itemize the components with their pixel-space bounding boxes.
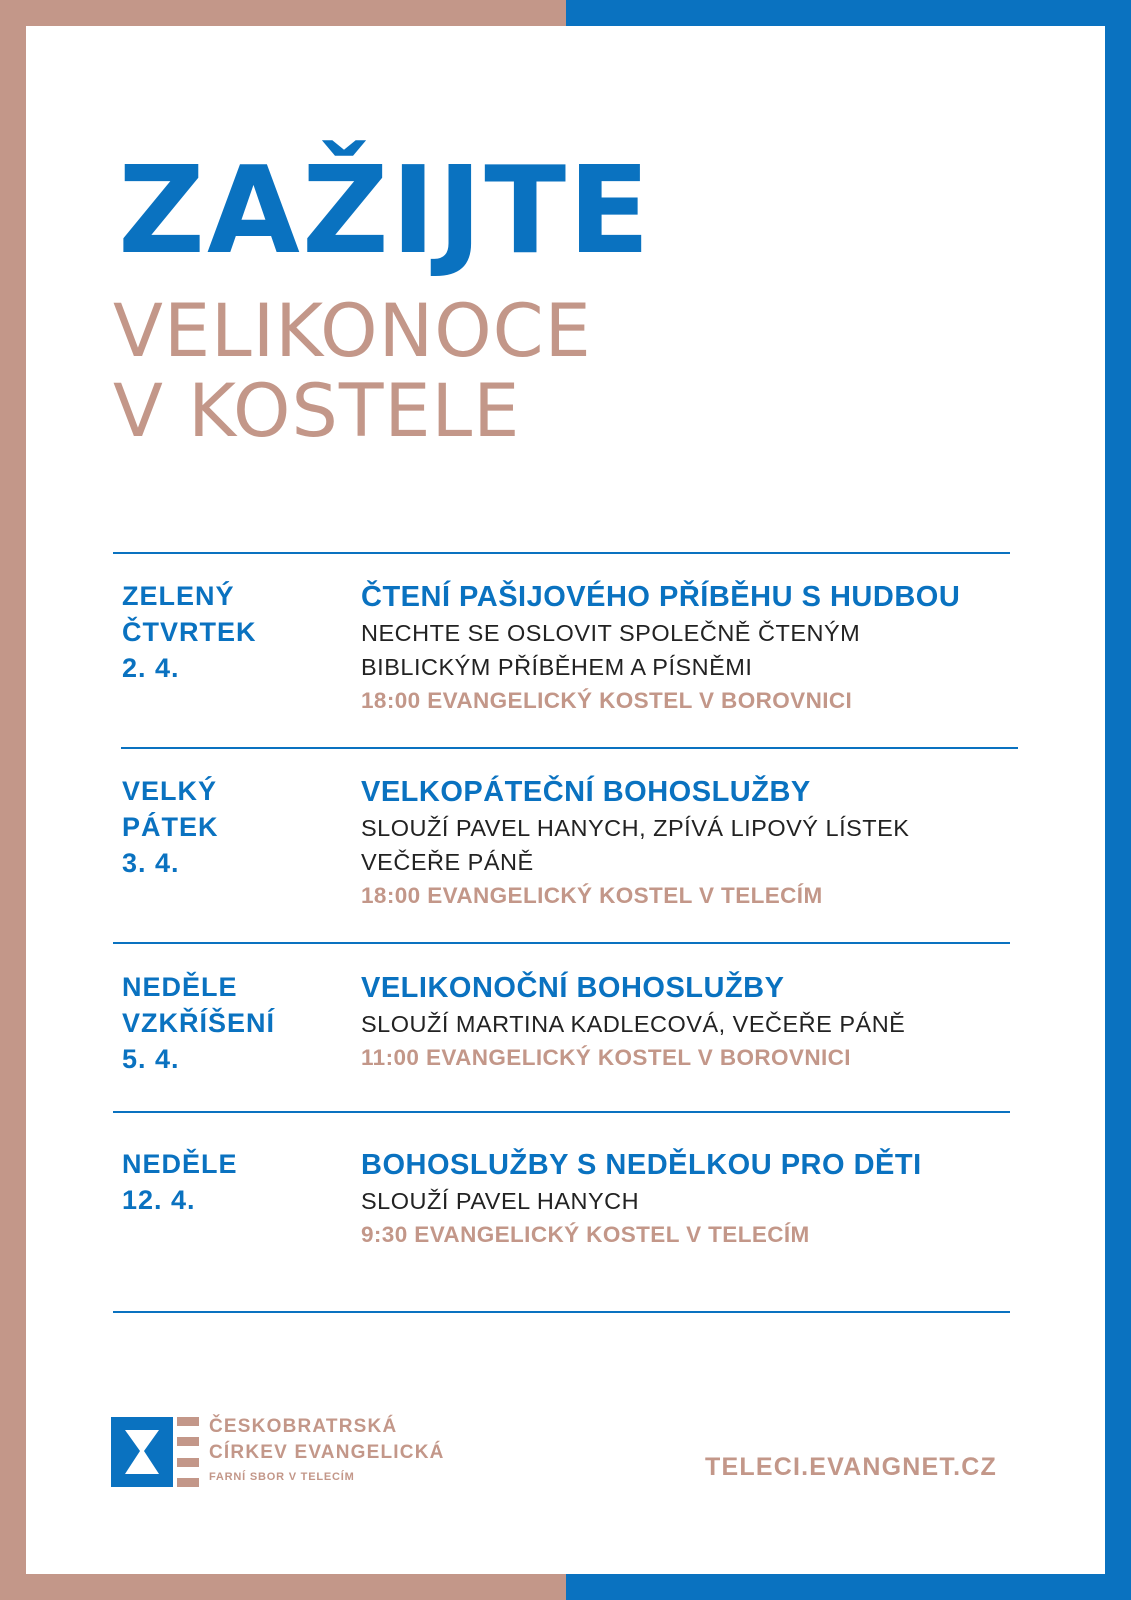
event-day [122, 773, 219, 881]
event-day-line: ZELENÝ [122, 581, 235, 611]
event-description-line: SLOUŽÍ PAVEL HANYCH [361, 1188, 640, 1214]
event-day-line: PÁTEK [122, 812, 219, 842]
event-date: 3. 4. [122, 848, 180, 878]
event-time-place: 11:00 EVANGELICKÝ KOSTEL V BOROVNICI [361, 1045, 851, 1070]
poster-subtitle [113, 289, 592, 454]
event-description-line: SLOUŽÍ MARTINA KADLECOVÁ, VEČEŘE PÁNĚ [361, 1011, 906, 1037]
event-day [122, 578, 257, 686]
divider [113, 1311, 1010, 1313]
event-day-line: VELKÝ [122, 776, 218, 806]
event-description-line: BIBLICKÝM PŘÍBĚHEM A PÍSNĚMI [361, 654, 753, 680]
event-time-place: 18:00 EVANGELICKÝ KOSTEL V TELECÍM [361, 883, 823, 908]
subtitle-line-1: VELIKONOCE [113, 289, 592, 374]
poster-title: ZAŽIJTE [118, 142, 653, 281]
event-description-line: NECHTE SE OSLOVIT SPOLEČNĚ ČTENÝM [361, 620, 861, 646]
event-day [122, 1146, 238, 1218]
website-link[interactable]: TELECI.EVANGNET.CZ [705, 1453, 997, 1481]
event-title: ČTENÍ PAŠIJOVÉHO PŘÍBĚHU S HUDBOU [361, 581, 961, 613]
event-day-line: NEDĚLE [122, 1149, 238, 1179]
org-name-line-2: CÍRKEV EVANGELICKÁ [209, 1442, 445, 1463]
divider [121, 747, 1018, 749]
event-date: 5. 4. [122, 1044, 180, 1074]
event-title: VELIKONOČNÍ BOHOSLUŽBY [361, 972, 785, 1004]
organization-name [209, 1414, 445, 1486]
event-day-line: VZKŘÍŠENÍ [122, 1008, 276, 1038]
event-time-place: 9:30 EVANGELICKÝ KOSTEL V TELECÍM [361, 1222, 810, 1247]
church-logo-icon [111, 1417, 199, 1487]
event-day-line: ČTVRTEK [122, 617, 257, 647]
event-description-line: SLOUŽÍ PAVEL HANYCH, ZPÍVÁ LIPOVÝ LÍSTEK [361, 815, 910, 841]
event-title: VELKOPÁTEČNÍ BOHOSLUŽBY [361, 776, 811, 808]
event-date: 2. 4. [122, 653, 180, 683]
event-info [361, 969, 905, 1075]
subtitle-line-2: V KOSTELE [113, 369, 521, 454]
event-day [122, 969, 275, 1077]
divider [113, 1111, 1010, 1113]
event-time-place: 18:00 EVANGELICKÝ KOSTEL V BOROVNICI [361, 688, 853, 713]
event-info [361, 1146, 922, 1252]
event-description-line: VEČEŘE PÁNĚ [361, 849, 534, 875]
event-day-line: NEDĚLE [122, 972, 238, 1002]
org-name-line-1: ČESKOBRATRSKÁ [209, 1416, 398, 1437]
event-info [361, 578, 960, 718]
divider [113, 942, 1010, 944]
event-info [361, 773, 909, 913]
event-date: 12. 4. [122, 1185, 196, 1215]
event-title: BOHOSLUŽBY S NEDĚLKOU PRO DĚTI [361, 1149, 922, 1181]
org-parish: FARNÍ SBOR V TELECÍM [209, 1471, 355, 1483]
divider [113, 552, 1010, 554]
